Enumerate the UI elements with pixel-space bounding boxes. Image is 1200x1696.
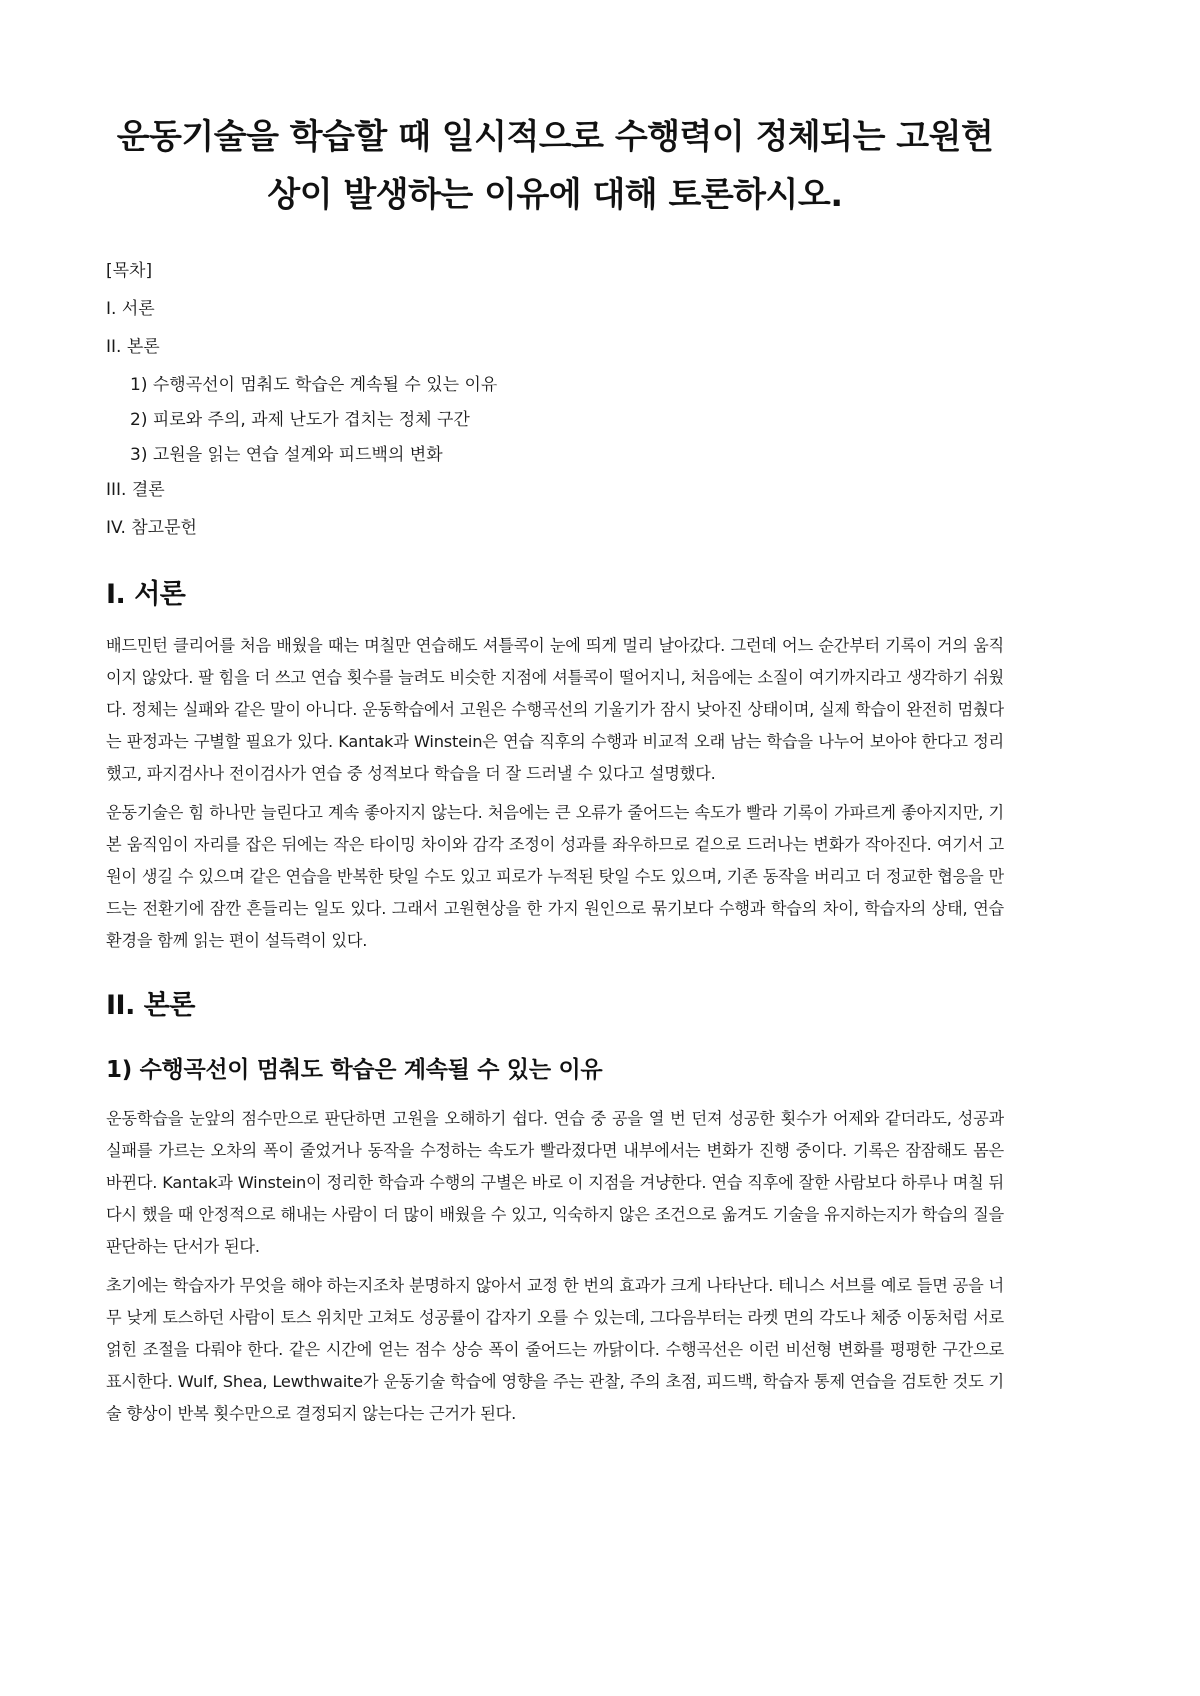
toc-item-intro: I. 서론 xyxy=(106,299,155,319)
intro-paragraph-1: 배드민턴 클리어를 처음 배웠을 때는 며칠만 연습해도 셔틀콕이 눈에 띄게 멀리 날아갔다. 그런데 어느 순간부터 기록이 거의 움직이지 않았다. 팔 힘을 더 쓰고 연습 횟수를 늘려도 비슷한 지점에 셔틀콕이 떨어지니, 처음에는 소질이 여기까지라고 생각하기 쉬웠다. 정체는 실패와 같은 말이 아니다. 운동학습에서 고원은 수행곡선의 기울기가 잠시 낮아진 상태이며, 실제 학습이 완전히 멈췄다는 판정과는 구별할 필요가 있다. Kantak과 Winstein은 연습 직후의 수행과 비교적 오래 남는 학습을 나누어 보아야 한다고 정리했고, 파지검사나 전이검사가 연습 중 성적보다 학습을 더 잘 드러낼 수 있다고 설명했다. xyxy=(106,636,1004,783)
intro-section xyxy=(106,576,1004,957)
body-heading: II. 본론 xyxy=(106,990,195,1021)
toc-label: [목차] xyxy=(106,261,153,281)
toc-item-body-2: 2) 피로와 주의, 과제 난도가 겹치는 정체 구간 xyxy=(130,410,470,430)
subsection-paragraph-2: 초기에는 학습자가 무엇을 해야 하는지조차 분명하지 않아서 교정 한 번의 효과가 크게 나타난다. 테니스 서브를 예로 들면 공을 너무 낮게 토스하던 사람이 토스 위치만 고쳐도 성공률이 갑자기 오를 수 있는데, 그다음부터는 라켓 면의 각도나 체중 이동처럼 서로 얽힌 조절을 다뤄야 한다. 같은 시간에 얻는 점수 상승 폭이 줄어드는 까닭이다. 수행곡선은 이런 비선형 변화를 평평한 구간으로 표시한다. Wulf, Shea, Lewthwaite가 운동기술 학습에 영향을 주는 관찰, 주의 초점, 피드백, 학습자 통제 연습을 검토한 것도 기술 향상이 반복 횟수만으로 결정되지 않는다는 근거가 된다. xyxy=(106,1276,1004,1423)
toc-item-body-1: 1) 수행곡선이 멈춰도 학습은 계속될 수 있는 이유 xyxy=(130,375,498,395)
document-title: 운동기술을 학습할 때 일시적으로 수행력이 정체되는 고원현상이 발생하는 이유에 대해 토론하시오. xyxy=(116,117,994,215)
table-of-contents xyxy=(106,258,1004,542)
intro-heading: I. 서론 xyxy=(106,579,186,610)
toc-item-body-3: 3) 고원을 읽는 연습 설계와 피드백의 변화 xyxy=(130,445,443,465)
subsection-heading: 1) 수행곡선이 멈춰도 학습은 계속될 수 있는 이유 xyxy=(106,1057,603,1083)
toc-item-body: II. 본론 xyxy=(106,337,160,357)
intro-paragraph-2: 운동기술은 힘 하나만 늘린다고 계속 좋아지지 않는다. 처음에는 큰 오류가 줄어드는 속도가 빨라 기록이 가파르게 좋아지지만, 기본 움직임이 자리를 잡은 뒤에는 작은 타이밍 차이와 감각 조정이 성과를 좌우하므로 겉으로 드러나는 변화가 작아진다. 여기서 고원이 생길 수 있으며 같은 연습을 반복한 탓일 수도 있고 피로가 누적된 탓일 수도 있으며, 기존 동작을 버리고 더 정교한 협응을 만드는 전환기에 잠깐 흔들리는 일도 있다. 그래서 고원현상을 한 가지 원인으로 묶기보다 수행과 학습의 차이, 학습자의 상태, 연습 환경을 함께 읽는 편이 설득력이 있다. xyxy=(106,803,1004,950)
body-subsection-1 xyxy=(106,1053,1004,1430)
toc-item-references: IV. 참고문헌 xyxy=(106,518,197,538)
subsection-paragraph-1: 운동학습을 눈앞의 점수만으로 판단하면 고원을 오해하기 쉽다. 연습 중 공을 열 번 던져 성공한 횟수가 어제와 같더라도, 성공과 실패를 가르는 오차의 폭이 줄었거나 동작을 수정하는 속도가 빨라졌다면 내부에서는 변화가 진행 중이다. 기록은 잠잠해도 몸은 바뀐다. Kantak과 Winstein이 정리한 학습과 수행의 구별은 바로 이 지점을 겨냥한다. 연습 직후에 잘한 사람보다 하루나 며칠 뒤 다시 했을 때 안정적으로 해내는 사람이 더 많이 배웠을 수 있고, 익숙하지 않은 조건으로 옮겨도 기술을 유지하는지가 학습의 질을 판단하는 단서가 된다. xyxy=(106,1109,1004,1256)
body-section xyxy=(106,987,1004,1430)
toc-item-conclusion: III. 결론 xyxy=(106,480,165,500)
